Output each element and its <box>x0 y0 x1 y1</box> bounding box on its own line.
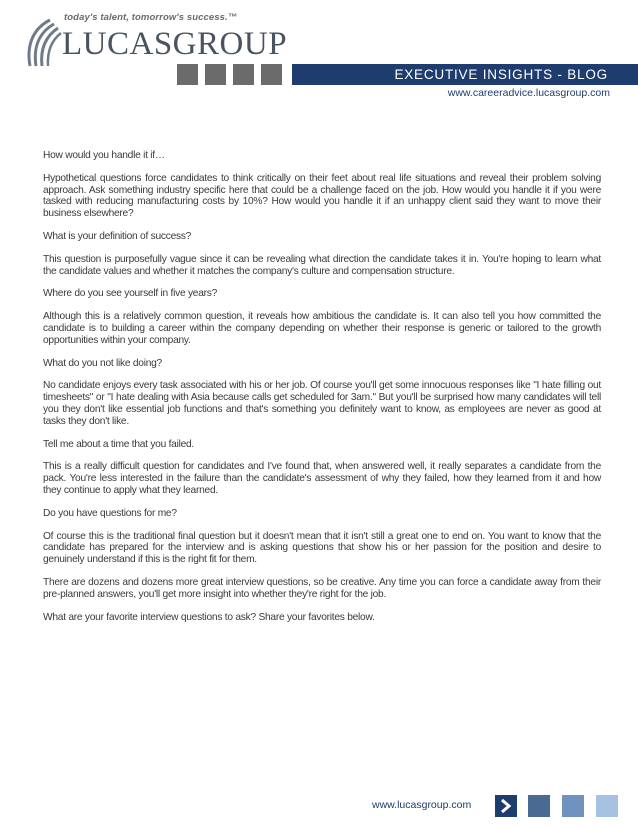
answer-paragraph: This is a really difficult question for candidates and I've found that, when answered well, it really separates a candidate from the pack. You're less interested in the failure than the candidate's assessment of why they failed, how they learned from it and how they continue to apply what they learned. <box>43 461 601 496</box>
next-arrow-button[interactable] <box>495 795 517 817</box>
footer-square <box>562 795 584 817</box>
question-heading: How would you handle it if… <box>43 150 165 161</box>
closing-question: What are your favorite interview questions to ask? Share your favorites below. <box>43 611 375 623</box>
footer-url[interactable]: www.lucasgroup.com <box>372 799 472 811</box>
logo-wordmark: LUCASGROUP <box>62 26 288 62</box>
header-square <box>261 64 282 85</box>
header-square <box>205 64 226 85</box>
chevron-right-icon <box>500 799 512 813</box>
answer-paragraph: No candidate enjoys every task associated with his or her job. Of course you'll get some innocuous responses like "I hate filling out timesheets" or "I hate dealing with Asia because calls get scheduled for 3am." But you'll be surprised how many candidates will tell you they don't like essential job functions and that's something you definitely want to know, as employees are never as good at tasks they don't like. <box>43 380 601 427</box>
footer-square <box>528 795 550 817</box>
question-heading: What is your definition of success? <box>43 230 192 242</box>
question-heading: Tell me about a time that you failed. <box>43 438 195 450</box>
logo-mark-icon <box>20 18 62 68</box>
answer-paragraph: Hypothetical questions force candidates to think critically on their feet about real life situations and reveal their problem solving approach. Ask something industry specific here that could be a challenge faced on the job. How would you handle it if you were tasked with reducing manufacturing costs by 10%? How would you handle it if an unhappy client said they want to move their business elsewhere? <box>43 172 601 220</box>
blog-banner-title: EXECUTIVE INSIGHTS - BLOG <box>292 64 638 85</box>
article-body <box>43 150 601 634</box>
answer-paragraph: This question is purposefully vague since it can be revealing what direction the candidate takes it in. You're hoping to learn what the candidate values and whether it matches the company's culture and compensation structure. <box>43 253 601 277</box>
lucasgroup-logo <box>20 8 290 70</box>
question-heading: Do you have questions for me? <box>43 507 177 519</box>
answer-paragraph: Of course this is the traditional final question but it doesn't mean that it isn't still a great one to end on. You want to know that the candidate has prepared for the interview and is asking questions that show his or her passion for the position and desire to genuinely understand if this is the right fit for them. <box>43 530 601 566</box>
header-square <box>177 64 198 85</box>
question-heading: Where do you see yourself in five years? <box>43 288 218 300</box>
logo-tagline: today's talent, tomorrow's success.™ <box>64 12 238 23</box>
blog-url[interactable]: www.careeradvice.lucasgroup.com <box>447 87 610 99</box>
header-square <box>233 64 254 85</box>
footer-square <box>596 795 618 817</box>
answer-paragraph: Although this is a relatively common question, it reveals how ambitious the candidate is. It can also tell you how committed the candidate is to building a career within the company depending on whether their response is generic or tailored to the growth opportunities within your company. <box>43 311 601 346</box>
closing-paragraph: There are dozens and dozens more great interview questions, so be creative. Any time you can force a candidate away from their pre-planned answers, you'll get more insight into whether they're right for the job. <box>43 576 601 600</box>
question-heading: What do you not like doing? <box>43 357 162 369</box>
